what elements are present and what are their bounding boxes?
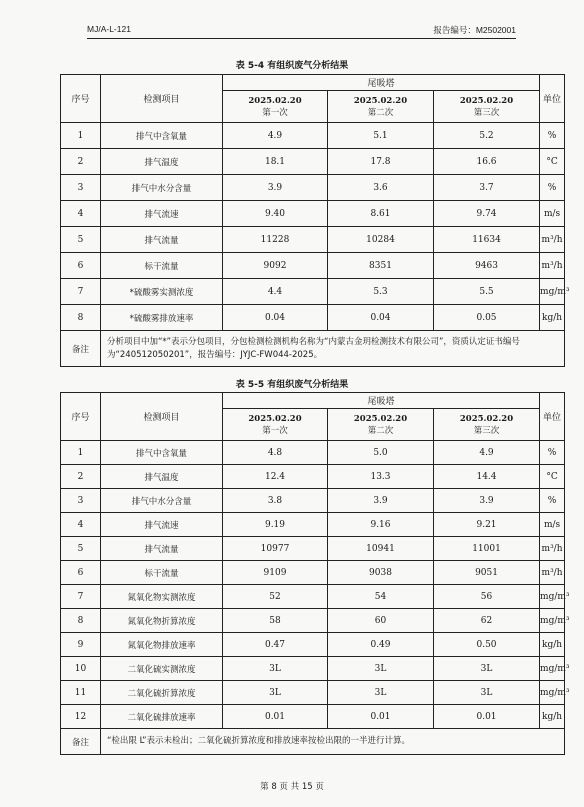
row-number: 3 [61, 175, 101, 201]
unit: kg/h [540, 705, 565, 729]
unit: mg/m³ [540, 609, 565, 633]
unit: m/s [540, 201, 565, 227]
item-name: 氮氧化物折算浓度 [101, 609, 223, 633]
row-number: 1 [61, 123, 101, 149]
value-run-3: 16.6 [434, 149, 540, 175]
row-number: 3 [61, 489, 101, 513]
run-label: 第一次 [262, 107, 288, 118]
run-header [328, 91, 434, 123]
item-name: 排气中水分含量 [101, 175, 223, 201]
group-header: 尾吸塔 [223, 393, 540, 409]
table-row [61, 305, 565, 331]
value-run-3: 0.50 [434, 633, 540, 657]
value-run-3: 9.21 [434, 513, 540, 537]
table-row [61, 149, 565, 175]
run-header [223, 409, 328, 441]
value-run-1: 58 [223, 609, 328, 633]
value-run-1: 0.01 [223, 705, 328, 729]
group-header: 尾吸塔 [223, 75, 540, 91]
value-run-1: 52 [223, 585, 328, 609]
item-name: 排气中含氧量 [101, 123, 223, 149]
row-number: 8 [61, 609, 101, 633]
value-run-3: 5.2 [434, 123, 540, 149]
value-run-3: 5.5 [434, 279, 540, 305]
table-5-4 [60, 74, 570, 367]
value-run-2: 3.6 [328, 175, 434, 201]
value-run-3: 3.9 [434, 489, 540, 513]
value-run-2: 8.61 [328, 201, 434, 227]
run-label: 第二次 [367, 107, 394, 118]
report-number: 报告编号：M2502001 [433, 25, 516, 35]
value-run-1: 11228 [223, 227, 328, 253]
value-run-1: 0.04 [223, 305, 328, 331]
value-run-3: 0.01 [434, 705, 540, 729]
value-run-2: 5.1 [328, 123, 434, 149]
value-run-1: 9109 [223, 561, 328, 585]
value-run-1: 3.8 [223, 489, 328, 513]
value-run-1: 9.40 [223, 201, 328, 227]
item-name: *硫酸雾排放速率 [101, 305, 223, 331]
item-name: 排气流量 [101, 537, 223, 561]
col-item-header: 检测项目 [101, 75, 223, 123]
unit: % [540, 175, 565, 201]
run-label: 第一次 [262, 425, 288, 436]
note-text: 分析项目中加“*”表示分包项目，分包检测检测机构名称为“内蒙古金玥检测技术有限公司”，资质认定证书编号为“240512050201”，报告编号：JYJC-FW044-2025。 [101, 331, 565, 367]
row-number: 11 [61, 681, 101, 705]
note-label: 备注 [61, 729, 101, 755]
row-number: 8 [61, 305, 101, 331]
value-run-3: 4.9 [434, 441, 540, 465]
value-run-3: 9.74 [434, 201, 540, 227]
row-number: 2 [61, 465, 101, 489]
table-row [61, 123, 565, 149]
item-name: 排气中水分含量 [101, 489, 223, 513]
row-number: 7 [61, 279, 101, 305]
page-footer: 第 8 页 共 15 页 [260, 782, 324, 792]
table-row [61, 513, 565, 537]
value-run-1: 3L [223, 657, 328, 681]
value-run-3: 3L [434, 657, 540, 681]
unit: % [540, 441, 565, 465]
unit: kg/h [540, 633, 565, 657]
value-run-3: 14.4 [434, 465, 540, 489]
value-run-3: 9051 [434, 561, 540, 585]
value-run-3: 9463 [434, 253, 540, 279]
table-row [61, 465, 565, 489]
value-run-1: 3.9 [223, 175, 328, 201]
value-run-1: 4.9 [223, 123, 328, 149]
value-run-2: 9038 [328, 561, 434, 585]
value-run-2: 3L [328, 657, 434, 681]
row-number: 12 [61, 705, 101, 729]
run-date: 2025.02.20 [248, 95, 302, 106]
value-run-1: 18.1 [223, 149, 328, 175]
value-run-2: 3.9 [328, 489, 434, 513]
col-item-header: 检测项目 [101, 393, 223, 441]
table-row [61, 681, 565, 705]
value-run-3: 56 [434, 585, 540, 609]
unit: m³/h [540, 537, 565, 561]
table-row [61, 279, 565, 305]
unit: mg/m³ [540, 657, 565, 681]
row-number: 5 [61, 227, 101, 253]
table-row [61, 585, 565, 609]
col-unit-header: 单位 [540, 75, 565, 123]
unit: °C [540, 465, 565, 489]
table-row [61, 609, 565, 633]
value-run-1: 9092 [223, 253, 328, 279]
note-label: 备注 [61, 331, 101, 367]
run-label: 第三次 [473, 425, 500, 436]
table-row [61, 253, 565, 279]
run-label: 第二次 [367, 425, 394, 436]
value-run-2: 0.49 [328, 633, 434, 657]
item-name: 氮氧化物排放速率 [101, 633, 223, 657]
doc-code: MJ/A-L-121 [87, 24, 131, 34]
table-row [61, 489, 565, 513]
table-5-5 [60, 392, 570, 755]
col-seq-header: 序号 [61, 75, 101, 123]
value-run-2: 13.3 [328, 465, 434, 489]
col-seq-header: 序号 [61, 393, 101, 441]
run-date: 2025.02.20 [459, 413, 514, 424]
run-header [223, 91, 328, 123]
value-run-3: 3L [434, 681, 540, 705]
item-name: 标干流量 [101, 253, 223, 279]
row-number: 4 [61, 513, 101, 537]
run-date: 2025.02.20 [353, 413, 408, 424]
item-name: 排气流量 [101, 227, 223, 253]
row-number: 6 [61, 253, 101, 279]
value-run-3: 3.7 [434, 175, 540, 201]
run-label: 第三次 [473, 107, 500, 118]
value-run-2: 5.0 [328, 441, 434, 465]
table-row [61, 175, 565, 201]
unit: °C [540, 149, 565, 175]
item-name: *硫酸雾实测浓度 [101, 279, 223, 305]
unit: m³/h [540, 227, 565, 253]
unit: % [540, 489, 565, 513]
run-date: 2025.02.20 [353, 95, 408, 106]
note-text: “检出限 L”表示未检出；二氧化硫折算浓度和排放速率按检出限的一半进行计算。 [101, 729, 565, 755]
row-number: 7 [61, 585, 101, 609]
row-number: 9 [61, 633, 101, 657]
page-header [87, 20, 516, 39]
run-header [434, 409, 540, 441]
table-row [61, 441, 565, 465]
value-run-2: 3L [328, 681, 434, 705]
value-run-1: 12.4 [223, 465, 328, 489]
value-run-1: 0.47 [223, 633, 328, 657]
run-header [328, 409, 434, 441]
unit: mg/m³ [540, 681, 565, 705]
table2-caption: 表 5-5 有组织废气分析结果 [235, 380, 349, 390]
item-name: 二氧化硫折算浓度 [101, 681, 223, 705]
run-date: 2025.02.20 [459, 95, 514, 106]
table-row [61, 633, 565, 657]
table1-caption: 表 5-4 有组织废气分析结果 [235, 61, 349, 71]
table-row [61, 657, 565, 681]
value-run-2: 0.04 [328, 305, 434, 331]
value-run-3: 11001 [434, 537, 540, 561]
run-header [434, 91, 540, 123]
value-run-2: 54 [328, 585, 434, 609]
value-run-3: 62 [434, 609, 540, 633]
row-number: 6 [61, 561, 101, 585]
unit: kg/h [540, 305, 565, 331]
value-run-1: 3L [223, 681, 328, 705]
value-run-2: 60 [328, 609, 434, 633]
table-row [61, 705, 565, 729]
item-name: 排气流速 [101, 513, 223, 537]
value-run-1: 4.8 [223, 441, 328, 465]
unit: % [540, 123, 565, 149]
item-name: 排气中含氧量 [101, 441, 223, 465]
unit: m/s [540, 513, 565, 537]
value-run-2: 10941 [328, 537, 434, 561]
item-name: 二氧化硫实测浓度 [101, 657, 223, 681]
run-date: 2025.02.20 [248, 413, 302, 424]
value-run-3: 11634 [434, 227, 540, 253]
unit: mg/m³ [540, 585, 565, 609]
value-run-2: 10284 [328, 227, 434, 253]
value-run-1: 9.19 [223, 513, 328, 537]
col-unit-header: 单位 [540, 393, 565, 441]
unit: mg/m³ [540, 279, 565, 305]
item-name: 标干流量 [101, 561, 223, 585]
row-number: 2 [61, 149, 101, 175]
value-run-2: 5.3 [328, 279, 434, 305]
value-run-2: 8351 [328, 253, 434, 279]
value-run-2: 0.01 [328, 705, 434, 729]
item-name: 排气流速 [101, 201, 223, 227]
unit: m³/h [540, 253, 565, 279]
value-run-1: 10977 [223, 537, 328, 561]
item-name: 氮氧化物实测浓度 [101, 585, 223, 609]
value-run-2: 9.16 [328, 513, 434, 537]
value-run-2: 17.8 [328, 149, 434, 175]
value-run-3: 0.05 [434, 305, 540, 331]
row-number: 10 [61, 657, 101, 681]
row-number: 4 [61, 201, 101, 227]
table-row [61, 227, 565, 253]
unit: m³/h [540, 561, 565, 585]
table-row [61, 537, 565, 561]
row-number: 5 [61, 537, 101, 561]
item-name: 排气温度 [101, 465, 223, 489]
value-run-1: 4.4 [223, 279, 328, 305]
row-number: 1 [61, 441, 101, 465]
table-row [61, 201, 565, 227]
item-name: 排气温度 [101, 149, 223, 175]
item-name: 二氧化硫排放速率 [101, 705, 223, 729]
table-row [61, 561, 565, 585]
